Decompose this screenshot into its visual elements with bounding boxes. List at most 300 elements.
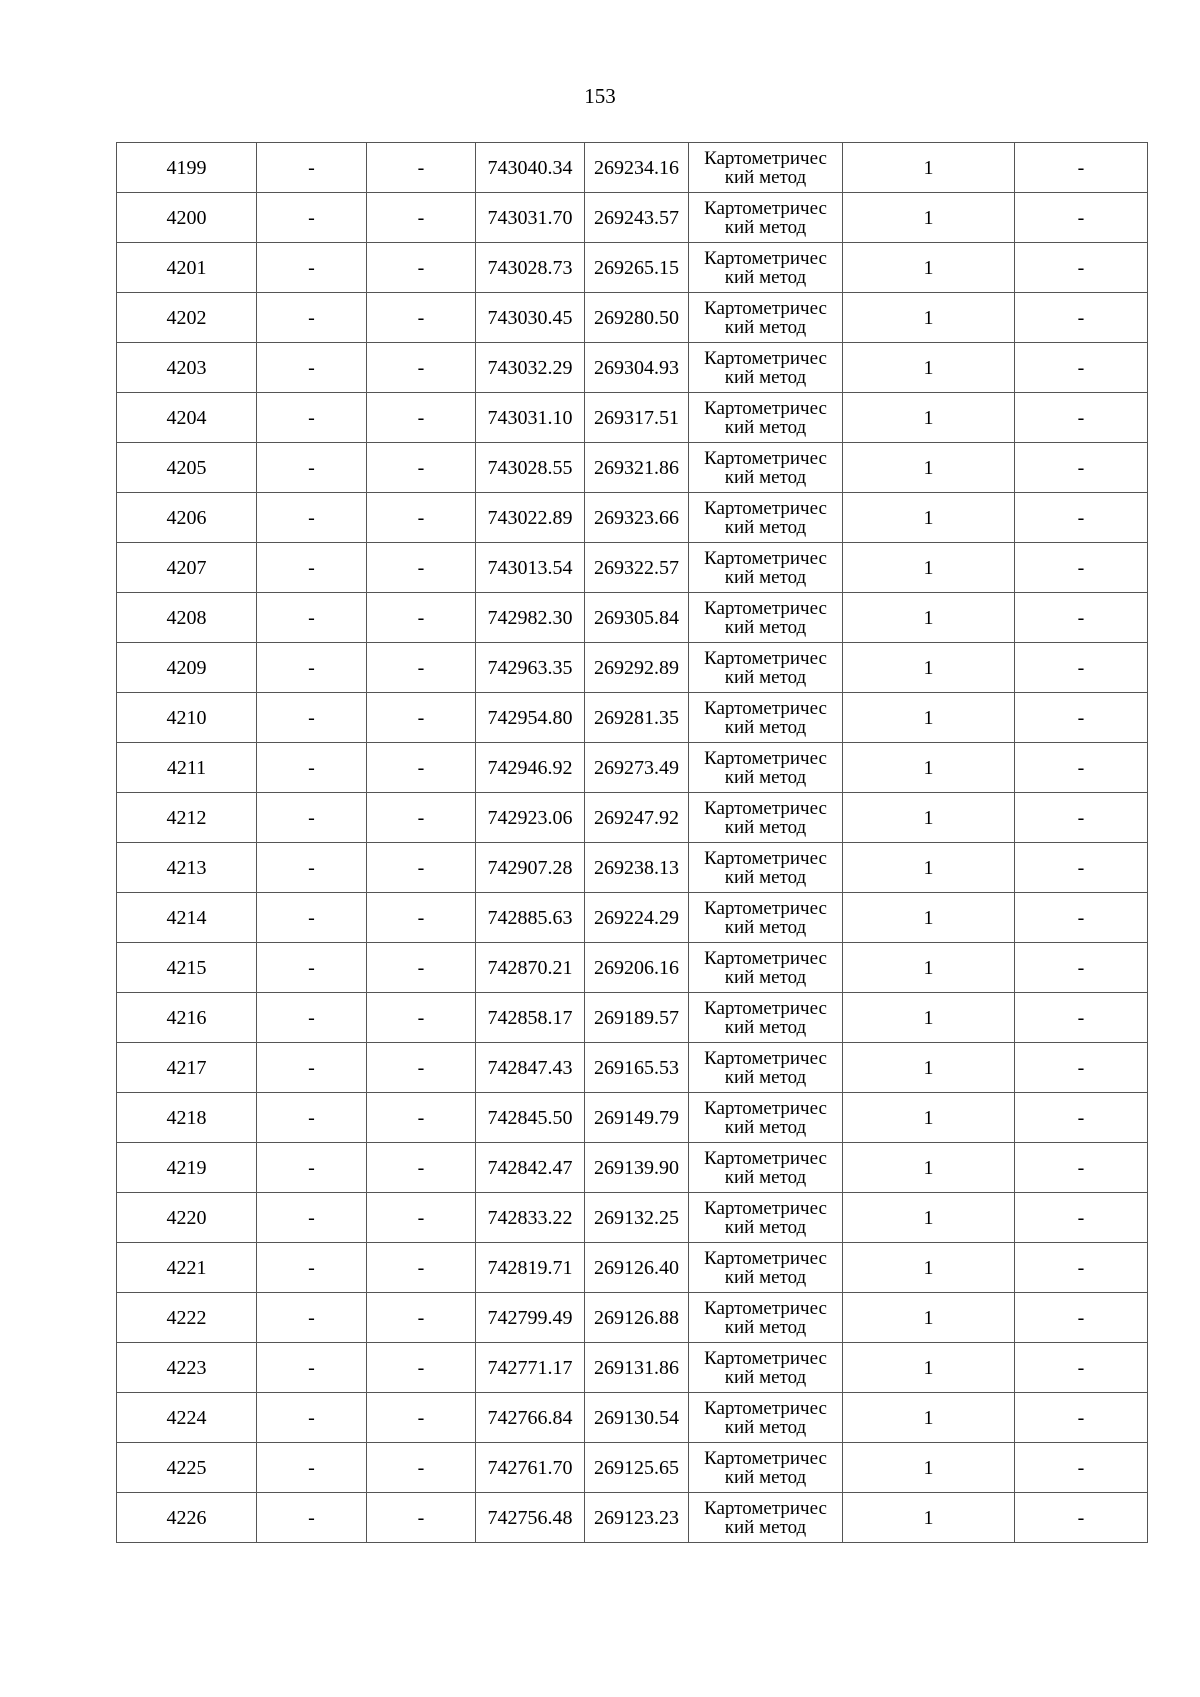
x-coordinate-cell: 742799.49 — [476, 1293, 585, 1343]
method-line-1: Картометричес — [704, 847, 827, 869]
point-number-cell: 4217 — [117, 1043, 257, 1093]
x-coordinate-cell: 743031.10 — [476, 393, 585, 443]
y-coordinate-cell: 269126.40 — [585, 1243, 689, 1293]
dash-cell: - — [367, 393, 476, 443]
dash-cell: - — [367, 1443, 476, 1493]
x-coordinate-cell: 743022.89 — [476, 493, 585, 543]
dash-cell: - — [367, 1493, 476, 1543]
dash-cell: - — [367, 643, 476, 693]
note-cell: - — [1015, 343, 1148, 393]
method-cell — [689, 1443, 843, 1493]
y-coordinate-cell: 269165.53 — [585, 1043, 689, 1093]
accuracy-cell: 1 — [843, 693, 1015, 743]
accuracy-cell: 1 — [843, 193, 1015, 243]
method-line-2: кий метод — [724, 516, 807, 538]
note-cell: - — [1015, 793, 1148, 843]
accuracy-cell: 1 — [843, 893, 1015, 943]
accuracy-cell: 1 — [843, 1093, 1015, 1143]
method-cell — [689, 1143, 843, 1193]
table-row — [117, 1343, 1148, 1393]
y-coordinate-cell: 269149.79 — [585, 1093, 689, 1143]
point-number-cell: 4207 — [117, 543, 257, 593]
method-line-1: Картометричес — [704, 597, 827, 619]
table-row — [117, 1243, 1148, 1293]
method-cell — [689, 1243, 843, 1293]
method-cell — [689, 493, 843, 543]
dash-cell: - — [257, 1343, 367, 1393]
point-number-cell: 4205 — [117, 443, 257, 493]
method-cell — [689, 643, 843, 693]
x-coordinate-cell: 742982.30 — [476, 593, 585, 643]
accuracy-cell: 1 — [843, 393, 1015, 443]
accuracy-cell: 1 — [843, 993, 1015, 1043]
dash-cell: - — [257, 1243, 367, 1293]
point-number-cell: 4222 — [117, 1293, 257, 1343]
accuracy-cell: 1 — [843, 143, 1015, 193]
y-coordinate-cell: 269125.65 — [585, 1443, 689, 1493]
y-coordinate-cell: 269132.25 — [585, 1193, 689, 1243]
point-number-cell: 4226 — [117, 1493, 257, 1543]
note-cell: - — [1015, 1493, 1148, 1543]
note-cell: - — [1015, 943, 1148, 993]
dash-cell: - — [257, 193, 367, 243]
method-cell — [689, 1293, 843, 1343]
accuracy-cell: 1 — [843, 1043, 1015, 1093]
method-line-2: кий метод — [724, 1416, 807, 1438]
note-cell: - — [1015, 1393, 1148, 1443]
method-line-2: кий метод — [724, 366, 807, 388]
y-coordinate-cell: 269265.15 — [585, 243, 689, 293]
dash-cell: - — [257, 793, 367, 843]
accuracy-cell: 1 — [843, 1443, 1015, 1493]
point-number-cell: 4206 — [117, 493, 257, 543]
method-cell — [689, 743, 843, 793]
method-line-1: Картометричес — [704, 1097, 827, 1119]
y-coordinate-cell: 269123.23 — [585, 1493, 689, 1543]
dash-cell: - — [367, 1243, 476, 1293]
dash-cell: - — [257, 1043, 367, 1093]
point-number-cell: 4212 — [117, 793, 257, 843]
x-coordinate-cell: 742963.35 — [476, 643, 585, 693]
accuracy-cell: 1 — [843, 1243, 1015, 1293]
accuracy-cell: 1 — [843, 593, 1015, 643]
x-coordinate-cell: 743028.55 — [476, 443, 585, 493]
method-line-1: Картометричес — [704, 1447, 827, 1469]
point-number-cell: 4225 — [117, 1443, 257, 1493]
point-number-cell: 4201 — [117, 243, 257, 293]
accuracy-cell: 1 — [843, 743, 1015, 793]
method-cell — [689, 993, 843, 1043]
y-coordinate-cell: 269224.29 — [585, 893, 689, 943]
x-coordinate-cell: 742870.21 — [476, 943, 585, 993]
x-coordinate-cell: 742954.80 — [476, 693, 585, 743]
method-cell — [689, 393, 843, 443]
method-line-1: Картометричес — [704, 1297, 827, 1319]
dash-cell: - — [367, 493, 476, 543]
x-coordinate-cell: 742761.70 — [476, 1443, 585, 1493]
table-row — [117, 643, 1148, 693]
x-coordinate-cell: 742819.71 — [476, 1243, 585, 1293]
dash-cell: - — [257, 493, 367, 543]
y-coordinate-cell: 269234.16 — [585, 143, 689, 193]
accuracy-cell: 1 — [843, 1293, 1015, 1343]
dash-cell: - — [367, 893, 476, 943]
table-row — [117, 343, 1148, 393]
y-coordinate-cell: 269126.88 — [585, 1293, 689, 1343]
point-number-cell: 4204 — [117, 393, 257, 443]
x-coordinate-cell: 742842.47 — [476, 1143, 585, 1193]
method-line-2: кий метод — [724, 216, 807, 238]
y-coordinate-cell: 269273.49 — [585, 743, 689, 793]
method-line-2: кий метод — [724, 166, 807, 188]
y-coordinate-cell: 269189.57 — [585, 993, 689, 1043]
method-line-1: Картометричес — [704, 1497, 827, 1519]
x-coordinate-cell: 742907.28 — [476, 843, 585, 893]
note-cell: - — [1015, 743, 1148, 793]
method-line-1: Картометричес — [704, 297, 827, 319]
note-cell: - — [1015, 243, 1148, 293]
point-number-cell: 4213 — [117, 843, 257, 893]
method-line-1: Картометричес — [704, 447, 827, 469]
method-cell — [689, 1343, 843, 1393]
accuracy-cell: 1 — [843, 643, 1015, 693]
dash-cell: - — [257, 1293, 367, 1343]
method-line-1: Картометричес — [704, 897, 827, 919]
dash-cell: - — [367, 1193, 476, 1243]
dash-cell: - — [367, 1043, 476, 1093]
table-row — [117, 1393, 1148, 1443]
table-row — [117, 443, 1148, 493]
method-line-2: кий метод — [724, 766, 807, 788]
y-coordinate-cell: 269238.13 — [585, 843, 689, 893]
page-number: 153 — [584, 84, 616, 108]
accuracy-cell: 1 — [843, 493, 1015, 543]
method-line-2: кий метод — [724, 1266, 807, 1288]
method-cell — [689, 893, 843, 943]
method-cell — [689, 593, 843, 643]
dash-cell: - — [257, 1193, 367, 1243]
point-number-cell: 4220 — [117, 1193, 257, 1243]
method-line-2: кий метод — [724, 966, 807, 988]
method-line-1: Картометричес — [704, 547, 827, 569]
method-line-2: кий метод — [724, 316, 807, 338]
dash-cell: - — [367, 693, 476, 743]
dash-cell: - — [367, 543, 476, 593]
method-cell — [689, 343, 843, 393]
method-line-2: кий метод — [724, 1516, 807, 1538]
method-cell — [689, 1193, 843, 1243]
dash-cell: - — [257, 693, 367, 743]
dash-cell: - — [257, 943, 367, 993]
table-row — [117, 1293, 1148, 1343]
accuracy-cell: 1 — [843, 443, 1015, 493]
dash-cell: - — [257, 293, 367, 343]
method-line-2: кий метод — [724, 1166, 807, 1188]
y-coordinate-cell: 269139.90 — [585, 1143, 689, 1193]
y-coordinate-cell: 269317.51 — [585, 393, 689, 443]
table-row — [117, 843, 1148, 893]
method-line-1: Картометричес — [704, 947, 827, 969]
y-coordinate-cell: 269321.86 — [585, 443, 689, 493]
method-line-1: Картометричес — [704, 1247, 827, 1269]
y-coordinate-cell: 269206.16 — [585, 943, 689, 993]
accuracy-cell: 1 — [843, 943, 1015, 993]
table-body — [117, 143, 1148, 1543]
note-cell: - — [1015, 493, 1148, 543]
dash-cell: - — [257, 1443, 367, 1493]
method-line-2: кий метод — [724, 916, 807, 938]
dash-cell: - — [257, 1143, 367, 1193]
dash-cell: - — [367, 1393, 476, 1443]
dash-cell: - — [257, 1093, 367, 1143]
dash-cell: - — [367, 593, 476, 643]
y-coordinate-cell: 269304.93 — [585, 343, 689, 393]
point-number-cell: 4214 — [117, 893, 257, 943]
accuracy-cell: 1 — [843, 843, 1015, 893]
note-cell: - — [1015, 1143, 1148, 1193]
dash-cell: - — [257, 993, 367, 1043]
table-row — [117, 793, 1148, 843]
x-coordinate-cell: 742847.43 — [476, 1043, 585, 1093]
table-row — [117, 1493, 1148, 1543]
x-coordinate-cell: 743013.54 — [476, 543, 585, 593]
x-coordinate-cell: 742845.50 — [476, 1093, 585, 1143]
method-line-1: Картометричес — [704, 1397, 827, 1419]
method-line-2: кий метод — [724, 1116, 807, 1138]
accuracy-cell: 1 — [843, 543, 1015, 593]
x-coordinate-cell: 742946.92 — [476, 743, 585, 793]
x-coordinate-cell: 742858.17 — [476, 993, 585, 1043]
method-line-2: кий метод — [724, 1216, 807, 1238]
dash-cell: - — [367, 743, 476, 793]
table-row — [117, 893, 1148, 943]
method-cell — [689, 1043, 843, 1093]
y-coordinate-cell: 269247.92 — [585, 793, 689, 843]
accuracy-cell: 1 — [843, 1143, 1015, 1193]
method-line-1: Картометричес — [704, 247, 827, 269]
table-row — [117, 1093, 1148, 1143]
note-cell: - — [1015, 1193, 1148, 1243]
table-row — [117, 293, 1148, 343]
accuracy-cell: 1 — [843, 1393, 1015, 1443]
point-number-cell: 4199 — [117, 143, 257, 193]
note-cell: - — [1015, 293, 1148, 343]
method-cell — [689, 1393, 843, 1443]
x-coordinate-cell: 742833.22 — [476, 1193, 585, 1243]
table-row — [117, 693, 1148, 743]
method-cell — [689, 843, 843, 893]
method-cell — [689, 293, 843, 343]
dash-cell: - — [367, 1143, 476, 1193]
method-cell — [689, 1093, 843, 1143]
x-coordinate-cell: 743040.34 — [476, 143, 585, 193]
note-cell: - — [1015, 543, 1148, 593]
note-cell: - — [1015, 993, 1148, 1043]
method-cell — [689, 793, 843, 843]
dash-cell: - — [367, 343, 476, 393]
note-cell: - — [1015, 1043, 1148, 1093]
point-number-cell: 4209 — [117, 643, 257, 693]
table-row — [117, 1143, 1148, 1193]
accuracy-cell: 1 — [843, 1343, 1015, 1393]
dash-cell: - — [257, 1493, 367, 1543]
y-coordinate-cell: 269292.89 — [585, 643, 689, 693]
table-row — [117, 1043, 1148, 1093]
method-line-1: Картометричес — [704, 747, 827, 769]
point-number-cell: 4210 — [117, 693, 257, 743]
method-line-1: Картометричес — [704, 197, 827, 219]
method-line-1: Картометричес — [704, 147, 827, 169]
method-cell — [689, 143, 843, 193]
point-number-cell: 4215 — [117, 943, 257, 993]
dash-cell: - — [367, 943, 476, 993]
table-row — [117, 943, 1148, 993]
y-coordinate-cell: 269243.57 — [585, 193, 689, 243]
point-number-cell: 4202 — [117, 293, 257, 343]
method-line-1: Картометричес — [704, 347, 827, 369]
table-row — [117, 193, 1148, 243]
method-line-1: Картометричес — [704, 1197, 827, 1219]
table-row — [117, 543, 1148, 593]
y-coordinate-cell: 269305.84 — [585, 593, 689, 643]
x-coordinate-cell: 742766.84 — [476, 1393, 585, 1443]
note-cell: - — [1015, 193, 1148, 243]
x-coordinate-cell: 742756.48 — [476, 1493, 585, 1543]
point-number-cell: 4211 — [117, 743, 257, 793]
method-line-1: Картометричес — [704, 1147, 827, 1169]
accuracy-cell: 1 — [843, 1493, 1015, 1543]
method-line-1: Картометричес — [704, 1347, 827, 1369]
x-coordinate-cell: 742923.06 — [476, 793, 585, 843]
dash-cell: - — [367, 243, 476, 293]
point-number-cell: 4216 — [117, 993, 257, 1043]
note-cell: - — [1015, 893, 1148, 943]
point-number-cell: 4208 — [117, 593, 257, 643]
method-line-2: кий метод — [724, 816, 807, 838]
table-row — [117, 1443, 1148, 1493]
method-cell — [689, 243, 843, 293]
point-number-cell: 4218 — [117, 1093, 257, 1143]
table-row — [117, 1193, 1148, 1243]
method-cell — [689, 693, 843, 743]
y-coordinate-cell: 269280.50 — [585, 293, 689, 343]
note-cell: - — [1015, 593, 1148, 643]
note-cell: - — [1015, 1443, 1148, 1493]
method-cell — [689, 193, 843, 243]
y-coordinate-cell: 269322.57 — [585, 543, 689, 593]
coordinates-table — [116, 142, 1148, 1543]
accuracy-cell: 1 — [843, 1193, 1015, 1243]
dash-cell: - — [367, 1093, 476, 1143]
point-number-cell: 4219 — [117, 1143, 257, 1193]
table-row — [117, 593, 1148, 643]
x-coordinate-cell: 743032.29 — [476, 343, 585, 393]
note-cell: - — [1015, 143, 1148, 193]
note-cell: - — [1015, 443, 1148, 493]
method-line-2: кий метод — [724, 416, 807, 438]
method-line-2: кий метод — [724, 1316, 807, 1338]
dash-cell: - — [257, 143, 367, 193]
note-cell: - — [1015, 1243, 1148, 1293]
dash-cell: - — [257, 393, 367, 443]
point-number-cell: 4224 — [117, 1393, 257, 1443]
table-row — [117, 243, 1148, 293]
dash-cell: - — [367, 993, 476, 1043]
dash-cell: - — [257, 743, 367, 793]
y-coordinate-cell: 269323.66 — [585, 493, 689, 543]
x-coordinate-cell: 743030.45 — [476, 293, 585, 343]
note-cell: - — [1015, 393, 1148, 443]
method-line-1: Картометричес — [704, 647, 827, 669]
x-coordinate-cell: 742771.17 — [476, 1343, 585, 1393]
table-row — [117, 743, 1148, 793]
accuracy-cell: 1 — [843, 793, 1015, 843]
dash-cell: - — [257, 843, 367, 893]
y-coordinate-cell: 269281.35 — [585, 693, 689, 743]
dash-cell: - — [257, 543, 367, 593]
accuracy-cell: 1 — [843, 343, 1015, 393]
dash-cell: - — [367, 1293, 476, 1343]
method-line-2: кий метод — [724, 1366, 807, 1388]
point-number-cell: 4223 — [117, 1343, 257, 1393]
method-cell — [689, 1493, 843, 1543]
dash-cell: - — [257, 893, 367, 943]
method-cell — [689, 543, 843, 593]
dash-cell: - — [367, 843, 476, 893]
x-coordinate-cell: 742885.63 — [476, 893, 585, 943]
dash-cell: - — [367, 293, 476, 343]
method-line-2: кий метод — [724, 466, 807, 488]
x-coordinate-cell: 743028.73 — [476, 243, 585, 293]
accuracy-cell: 1 — [843, 243, 1015, 293]
accuracy-cell: 1 — [843, 293, 1015, 343]
dash-cell: - — [367, 143, 476, 193]
method-line-2: кий метод — [724, 266, 807, 288]
dash-cell: - — [257, 1393, 367, 1443]
dash-cell: - — [257, 343, 367, 393]
note-cell: - — [1015, 643, 1148, 693]
point-number-cell: 4203 — [117, 343, 257, 393]
method-line-1: Картометричес — [704, 997, 827, 1019]
dash-cell: - — [257, 593, 367, 643]
note-cell: - — [1015, 1343, 1148, 1393]
note-cell: - — [1015, 693, 1148, 743]
note-cell: - — [1015, 1093, 1148, 1143]
dash-cell: - — [257, 243, 367, 293]
method-line-2: кий метод — [724, 616, 807, 638]
dash-cell: - — [367, 193, 476, 243]
method-line-2: кий метод — [724, 716, 807, 738]
method-line-1: Картометричес — [704, 497, 827, 519]
method-cell — [689, 443, 843, 493]
method-cell — [689, 943, 843, 993]
dash-cell: - — [367, 793, 476, 843]
note-cell: - — [1015, 1293, 1148, 1343]
method-line-2: кий метод — [724, 666, 807, 688]
method-line-2: кий метод — [724, 566, 807, 588]
method-line-1: Картометричес — [704, 397, 827, 419]
method-line-1: Картометричес — [704, 1047, 827, 1069]
table-row — [117, 393, 1148, 443]
method-line-2: кий метод — [724, 1466, 807, 1488]
table-row — [117, 993, 1148, 1043]
method-line-2: кий метод — [724, 1016, 807, 1038]
dash-cell: - — [257, 443, 367, 493]
point-number-cell: 4200 — [117, 193, 257, 243]
method-line-1: Картометричес — [704, 797, 827, 819]
x-coordinate-cell: 743031.70 — [476, 193, 585, 243]
dash-cell: - — [367, 1343, 476, 1393]
